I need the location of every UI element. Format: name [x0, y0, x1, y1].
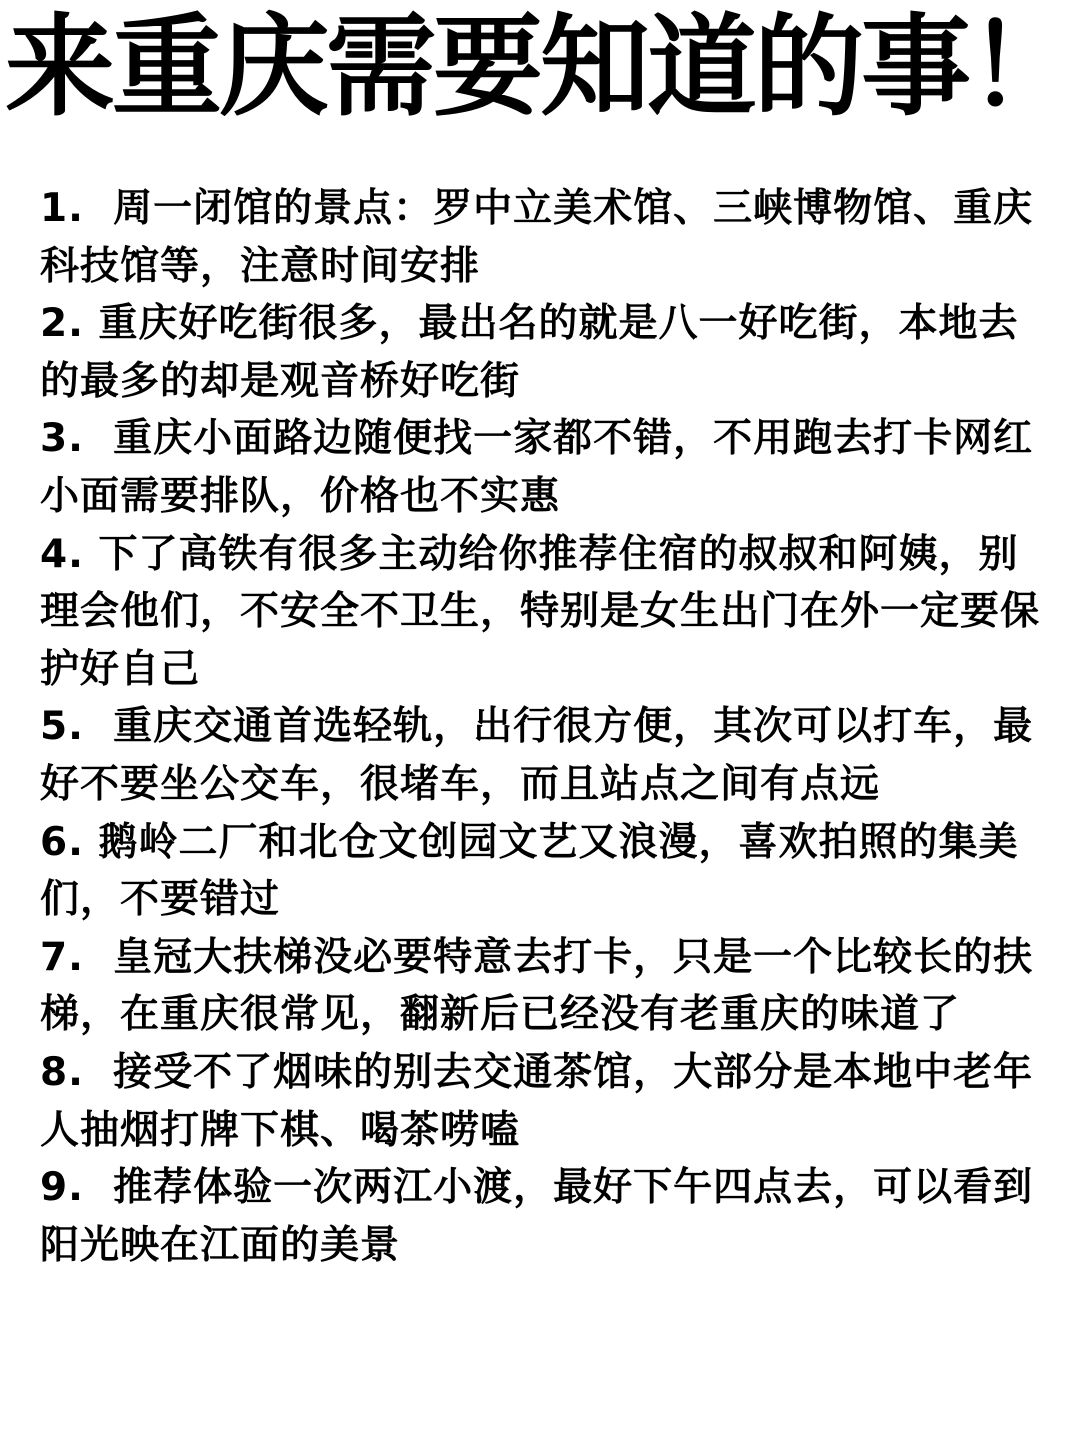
list-item: 4. 下了高铁有很多主动给你推荐住宿的叔叔和阿姨，别理会他们，不安全不卫生，特别是女生出门在外一定要保护好自己: [40, 531, 1041, 692]
tips-list: [40, 180, 1045, 1274]
list-item: 3. 重庆小面路边随便找一家都不错，不用跑去打卡网红小面需要排队，价格也不实惠: [40, 416, 1034, 519]
list-item: 5. 重庆交通首选轻轨，出行很方便，其次可以打车，最好不要坐公交车，很堵车，而且站点之间有点远: [40, 704, 1034, 807]
list-item: 2. 重庆好吃街很多，最出名的就是八一好吃街，本地去的最多的却是观音桥好吃街: [40, 301, 1019, 404]
page-title: 来重庆需要知道的事！: [5, 3, 1075, 131]
list-item: 8. 接受不了烟味的别去交通茶馆，大部分是本地中老年人抽烟打牌下棋、喝茶唠嗑: [40, 1049, 1034, 1153]
list-item: 6. 鹅岭二厂和北仓文创园文艺又浪漫，喜欢拍照的集美们，不要错过: [40, 819, 1019, 923]
list-item: 1. 周一闭馆的景点：罗中立美术馆、三峡博物馆、重庆科技馆等，注意时间安排: [40, 186, 1034, 289]
list-item: 7. 皇冠大扶梯没必要特意去打卡，只是一个比较长的扶梯，在重庆很常见，翻新后已经没有老重庆的味道了: [40, 934, 1034, 1038]
list-item: 9. 推荐体验一次两江小渡，最好下午四点去，可以看到阳光映在江面的美景: [40, 1165, 1034, 1268]
